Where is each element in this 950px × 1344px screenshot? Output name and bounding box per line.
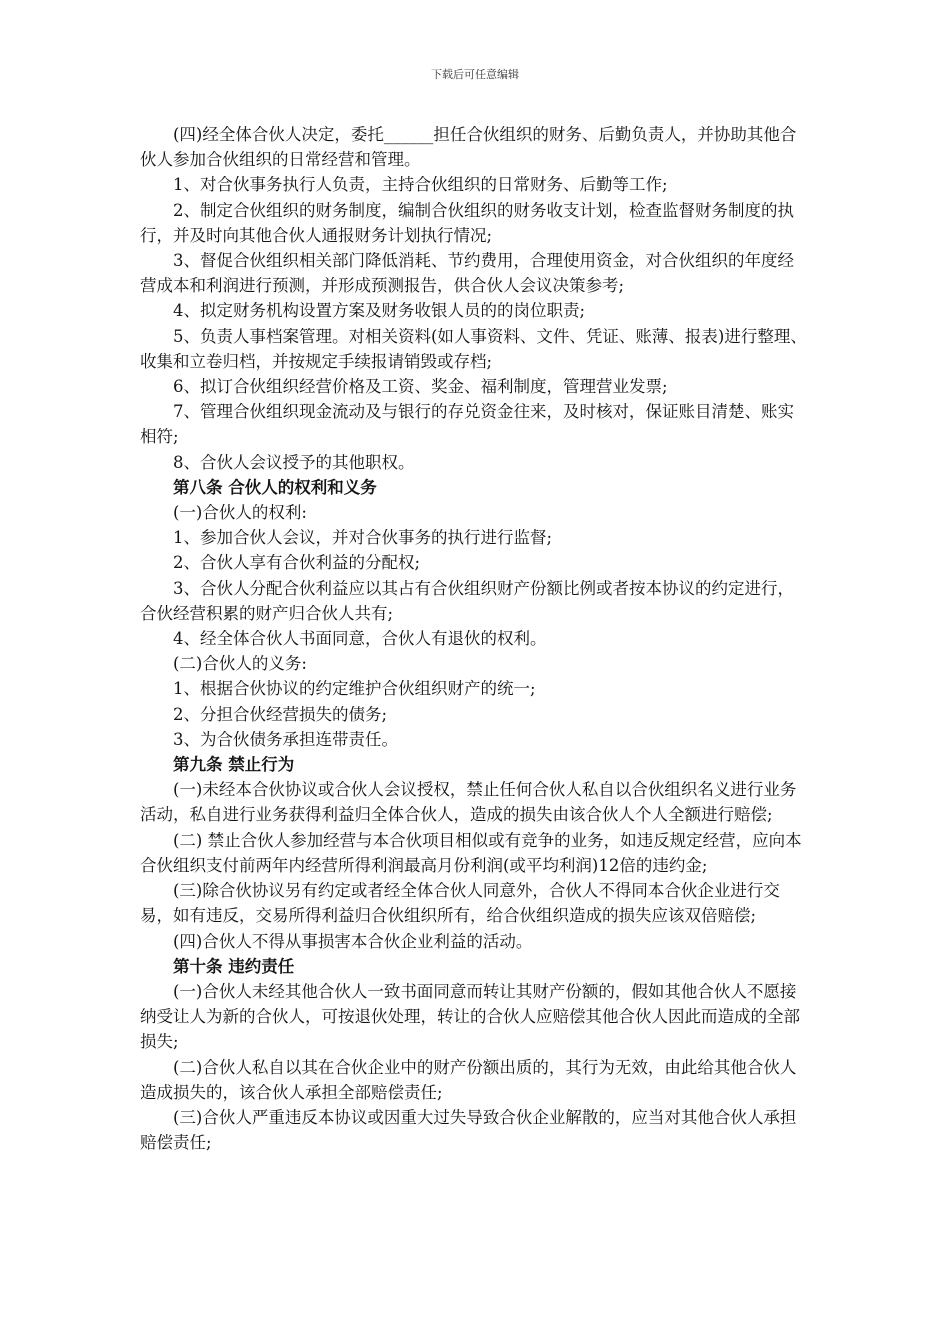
paragraph: (四)经全体合伙人决定，委托______担任合伙组织的财务、后勤负责人，并协助其他合伙人参加合伙组织的日常经营和管理。: [140, 125, 797, 170]
paragraph: (一)合伙人未经其他合伙人一致书面同意而转让其财产份额的，假如其他合伙人不愿接纳受让人为新的合伙人，可按退伙处理，转让的合伙人应赔偿其他合伙人因此而造成的全部损失;: [140, 981, 800, 1052]
paragraph: 2、分担合伙经营损失的债务;: [173, 704, 388, 724]
paragraph: 4、拟定财务机构设置方案及财务收银人员的的岗位职责;: [173, 301, 586, 321]
paragraph: 3、合伙人分配合伙利益应以其占有合伙组织财产份额比例或者按本协议的约定进行，合伙经营积累的财产归合伙人共有;: [140, 578, 794, 623]
paragraph: (二) 禁止合伙人参加经营与本合伙项目相似或有竞争的业务，如违反规定经营，应向本合伙组织支付前两年内经营所得利润最高月份利润(或平均利润)12倍的违约金;: [140, 830, 802, 875]
paragraph: 2、制定合伙组织的财务制度，编制合伙组织的财务收支计划，检查监督财务制度的执行，并及时向其他合伙人通报财务计划执行情况;: [140, 200, 794, 245]
section-heading: 第八条 合伙人的权利和义务: [173, 477, 377, 497]
paragraph: 1、参加合伙人会议，并对合伙事务的执行进行监督;: [173, 528, 553, 548]
paragraph: 7、管理合伙组织现金流动及与银行的存兑资金往来，及时核对，保证账目清楚、账实相符;: [140, 402, 794, 447]
paragraph: (二)合伙人的义务:: [173, 654, 307, 674]
paragraph: 5、负责人事档案管理。对相关资料(如人事资料、文件、凭证、账薄、报表)进行整理、收集和立卷归档，并按规定手续报请销毁或存档;: [140, 326, 807, 371]
paragraph: 3、为合伙债务承担连带责任。: [173, 729, 398, 749]
paragraph: 2、合伙人享有合伙利益的分配权;: [173, 553, 421, 573]
paragraph: 4、经全体合伙人书面同意，合伙人有退伙的权利。: [173, 629, 547, 649]
paragraph: (三)合伙人严重违反本协议或因重大过失导致合伙企业解散的，应当对其他合伙人承担赔偿责任;: [140, 1107, 797, 1153]
paragraph: (三)除合伙协议另有约定或者经全体合伙人同意外，合伙人不得同本合伙企业进行交易，如有违反，交易所得利益归合伙组织所有，给合伙组织造成的损失应该双倍赔偿;: [140, 881, 780, 926]
paragraph: (二)合伙人私自以其在合伙企业中的财产份额出质的，其行为无效，由此给其他合伙人造成损失的，该合伙人承担全部赔偿责任;: [140, 1057, 797, 1102]
section-heading: 第九条 禁止行为: [173, 755, 295, 775]
paragraph: 3、督促合伙组织相关部门降低消耗、节约费用，合理使用资金，对合伙组织的年度经营成本和利润进行预测，并形成预测报告，供合伙人会议决策参考;: [140, 251, 794, 296]
paragraph: 6、拟订合伙组织经营价格及工资、奖金、福利制度，管理营业发票;: [173, 377, 668, 397]
paragraph: (四)合伙人不得从事损害本合伙企业利益的活动。: [173, 931, 533, 951]
section-heading: 第十条 违约责任: [173, 956, 295, 976]
page-header: 下载后可任意编辑: [431, 68, 519, 81]
paragraph: (一)未经本合伙协议或合伙人会议授权，禁止任何合伙人私自以合伙组织名义进行业务活动，私自进行业务获得利益归全体合伙人，造成的损失由该合伙人个人全额进行赔偿;: [140, 780, 797, 825]
paragraph: 8、合伙人会议授予的其他职权。: [173, 452, 415, 472]
paragraph: 1、对合伙事务执行人负责，主持合伙组织的日常财务、后勤等工作;: [173, 175, 668, 195]
paragraph: 1、根据合伙协议的约定维护合伙组织财产的统一;: [173, 679, 536, 699]
paragraph: (一)合伙人的权利:: [173, 503, 307, 523]
document-body: [140, 122, 810, 1155]
